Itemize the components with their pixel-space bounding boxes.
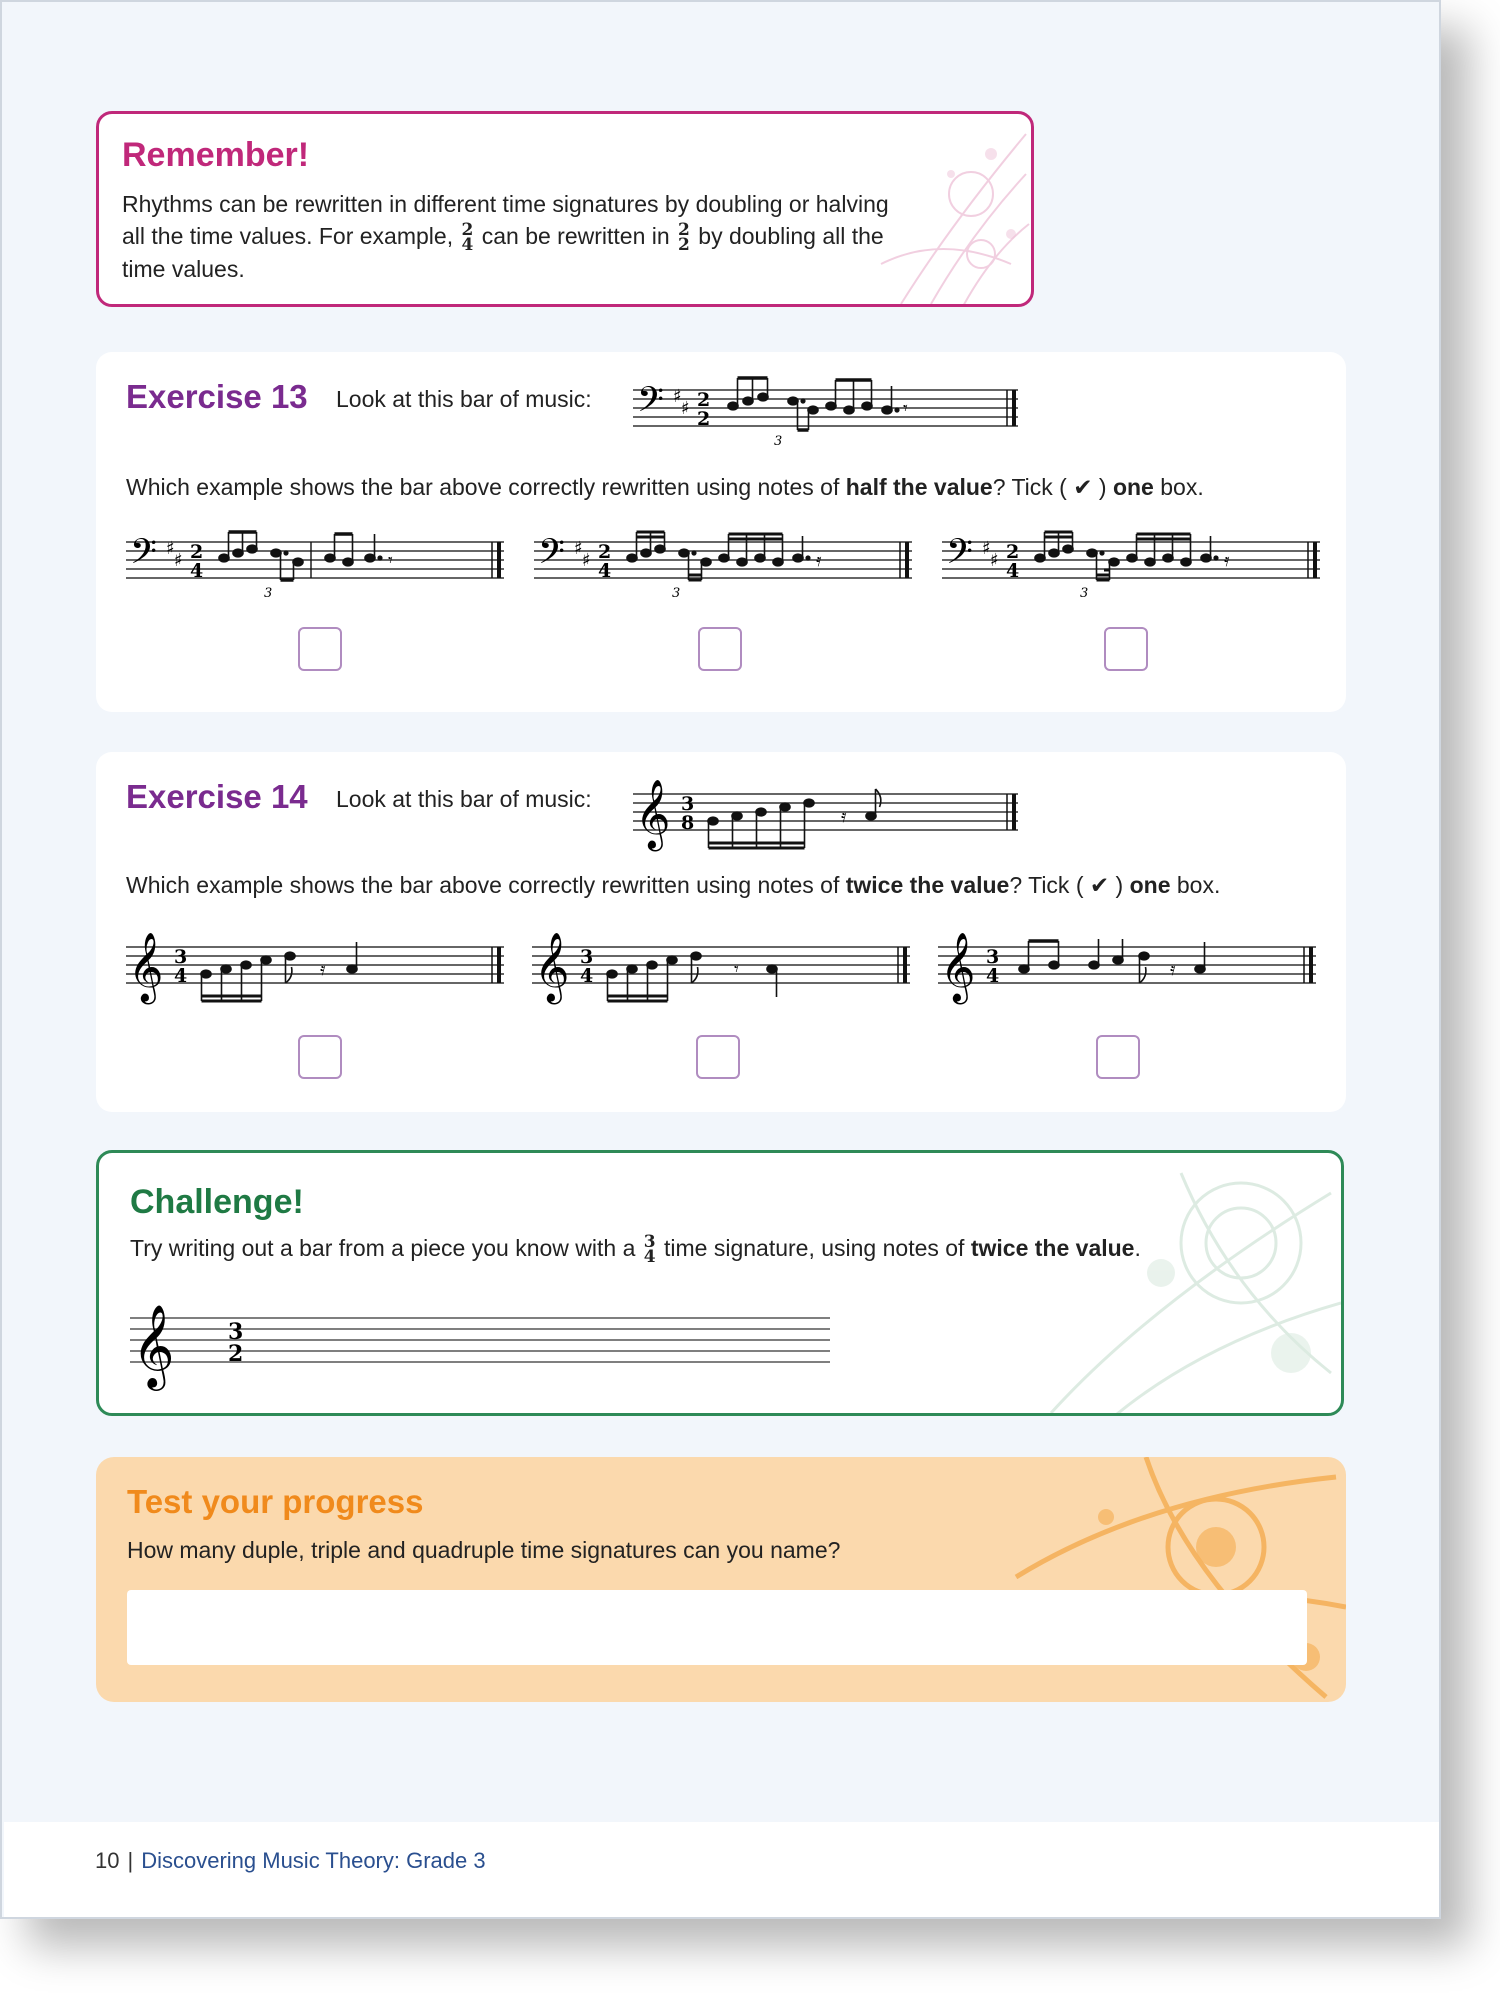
staff-time-signature-bottom: 2 (228, 1341, 244, 1367)
triplet-label: 3 (774, 434, 783, 449)
remember-text-1: Rhythms can be rewritten in different time signatures by doubling or halving all the time values. For example, (122, 191, 889, 249)
exercise-13-option-1 (126, 522, 506, 602)
staff-lines (633, 390, 1018, 426)
remember-title: Remember! (122, 136, 310, 174)
remember-box (96, 111, 1034, 307)
exercise-13-option-3-checkbox[interactable] (1104, 627, 1148, 671)
svg-text:4: 4 (986, 965, 1000, 987)
footer-separator: | (127, 1848, 134, 1873)
svg-text:3: 3 (580, 946, 594, 968)
key-sharp-icon: ♯ (681, 398, 690, 419)
svg-text:4: 4 (598, 560, 612, 582)
exercise-13-card (96, 352, 1346, 712)
ts-top: 2 (461, 219, 474, 240)
challenge-text-end: . (1134, 1235, 1141, 1262)
svg-text:4: 4 (174, 965, 188, 987)
svg-text:♯: ♯ (982, 538, 991, 559)
exercise-14-question (126, 872, 1220, 899)
treble-clef-icon: 𝄞 (534, 932, 570, 1002)
challenge-text-1: Try writing out a bar from a piece you know with a (130, 1235, 636, 1262)
exercise-14-option-1 (126, 917, 506, 1017)
triplet-label: 3 (1080, 586, 1089, 601)
bass-clef-icon: 𝄢 (637, 379, 665, 428)
exercise-14-reference-bar (633, 764, 1023, 864)
svg-text:3: 3 (174, 946, 188, 968)
bass-clef-icon: 𝄢 (538, 531, 566, 580)
challenge-emphasis: twice the value (970, 1235, 1135, 1262)
test-your-progress-box (96, 1457, 1346, 1702)
challenge-title: Challenge! (130, 1183, 304, 1221)
svg-text:3: 3 (986, 946, 1000, 968)
challenge-text (130, 1232, 1141, 1267)
exercise-13-lead: Look at this bar of music: (336, 386, 592, 412)
svg-text:♯: ♯ (990, 550, 999, 571)
exercise-13-option-2-checkbox[interactable] (698, 627, 742, 671)
key-sharp-icon: ♯ (673, 386, 682, 407)
exercise-13-question (126, 474, 1204, 501)
svg-text:♯: ♯ (166, 538, 175, 559)
question-one: one (1112, 474, 1154, 500)
ts-bottom: 4 (643, 1247, 656, 1267)
treble-clef-icon: 𝄞 (940, 932, 976, 1002)
exercise-14-card (96, 752, 1346, 1112)
challenge-blank-staff[interactable] (130, 1288, 830, 1398)
bass-clef-icon: 𝄢 (130, 531, 158, 580)
time-signature-bottom: 2 (697, 408, 711, 430)
notes-group (728, 378, 899, 430)
floral-decoration-green (1011, 1153, 1341, 1416)
svg-text:♯: ♯ (582, 550, 591, 571)
time-signature-top: 2 (697, 389, 711, 411)
ts-bottom: 4 (461, 234, 474, 255)
floral-decoration-orange (986, 1457, 1346, 1702)
svg-text:𝄾: 𝄾 (734, 959, 739, 980)
bass-clef-icon: 𝄢 (946, 531, 974, 580)
remember-text (122, 188, 902, 285)
triplet-label: 3 (672, 586, 681, 601)
ts-top: 2 (678, 219, 690, 240)
exercise-13-option-2 (534, 522, 914, 602)
svg-text:𝄿: 𝄿 (816, 550, 822, 571)
svg-text:2: 2 (190, 541, 204, 563)
svg-text:𝄾: 𝄾 (388, 550, 393, 571)
question-tick: ? Tick ( ✔ ) (1009, 872, 1130, 898)
exercise-14-option-1-checkbox[interactable] (298, 1035, 342, 1079)
treble-clef-icon: 𝄞 (635, 779, 671, 849)
remember-text-3: by doubling all the time values. (122, 223, 884, 282)
progress-question: How many duple, triple and quadruple time signatures can you name? (127, 1537, 841, 1563)
question-end: box. (1170, 872, 1221, 898)
svg-text:𝄿: 𝄿 (1170, 959, 1176, 980)
svg-text:♯: ♯ (174, 550, 183, 571)
question-emphasis: half the value (845, 474, 993, 500)
exercise-13-reference-bar (633, 370, 1023, 460)
page-footer (95, 1848, 486, 1874)
question-text: Which example shows the bar above correctly rewritten using notes of (126, 474, 846, 500)
progress-answer-input[interactable] (127, 1590, 1307, 1665)
ts-top: 3 (643, 1232, 656, 1252)
exercise-13-title: Exercise 13 (126, 378, 308, 415)
ts-bottom: 2 (678, 234, 690, 255)
svg-text:𝄿: 𝄿 (841, 806, 847, 827)
time-signature-2-2 (678, 219, 690, 255)
svg-text:3: 3 (681, 793, 695, 815)
question-end: box. (1153, 474, 1204, 500)
exercise-14-option-2 (532, 917, 912, 1017)
svg-text:8: 8 (681, 812, 695, 834)
time-signature-3-4 (643, 1232, 656, 1267)
exercise-13-option-3 (942, 522, 1322, 602)
question-tick: ? Tick ( ✔ ) (992, 474, 1113, 500)
svg-text:2: 2 (598, 541, 612, 563)
svg-text:4: 4 (190, 560, 204, 582)
exercise-14-title: Exercise 14 (126, 778, 308, 815)
svg-text:𝄿: 𝄿 (320, 959, 326, 980)
progress-title: Test your progress (127, 1483, 424, 1520)
exercise-13-option-1-checkbox[interactable] (298, 627, 342, 671)
question-text: Which example shows the bar above correctly rewritten using notes of (126, 872, 846, 898)
svg-text:♯: ♯ (574, 538, 583, 559)
svg-text:𝄿: 𝄿 (1224, 550, 1230, 571)
rest-icon: 𝄾 (903, 398, 908, 419)
treble-clef-icon: 𝄞 (128, 932, 164, 1002)
svg-text:4: 4 (580, 965, 594, 987)
challenge-text-2: time signature, using notes of (664, 1235, 971, 1262)
question-emphasis: twice the value (845, 872, 1010, 898)
exercise-14-option-2-checkbox[interactable] (696, 1035, 740, 1079)
svg-text:4: 4 (1006, 560, 1020, 582)
treble-clef-icon: 𝄞 (132, 1303, 175, 1387)
book-title: Discovering Music Theory: Grade 3 (141, 1848, 486, 1873)
remember-text-2: can be rewritten in (481, 223, 670, 249)
question-one: one (1129, 872, 1171, 898)
svg-text:2: 2 (1006, 541, 1020, 563)
page-number: 10 (95, 1848, 120, 1873)
exercise-14-lead: Look at this bar of music: (336, 786, 592, 812)
triplet-label: 3 (264, 586, 273, 601)
exercise-14-option-3 (938, 917, 1318, 1017)
challenge-box (96, 1150, 1344, 1416)
exercise-14-option-3-checkbox[interactable] (1096, 1035, 1140, 1079)
staff-time-signature-top: 3 (228, 1319, 244, 1345)
time-signature-2-4 (461, 219, 474, 255)
